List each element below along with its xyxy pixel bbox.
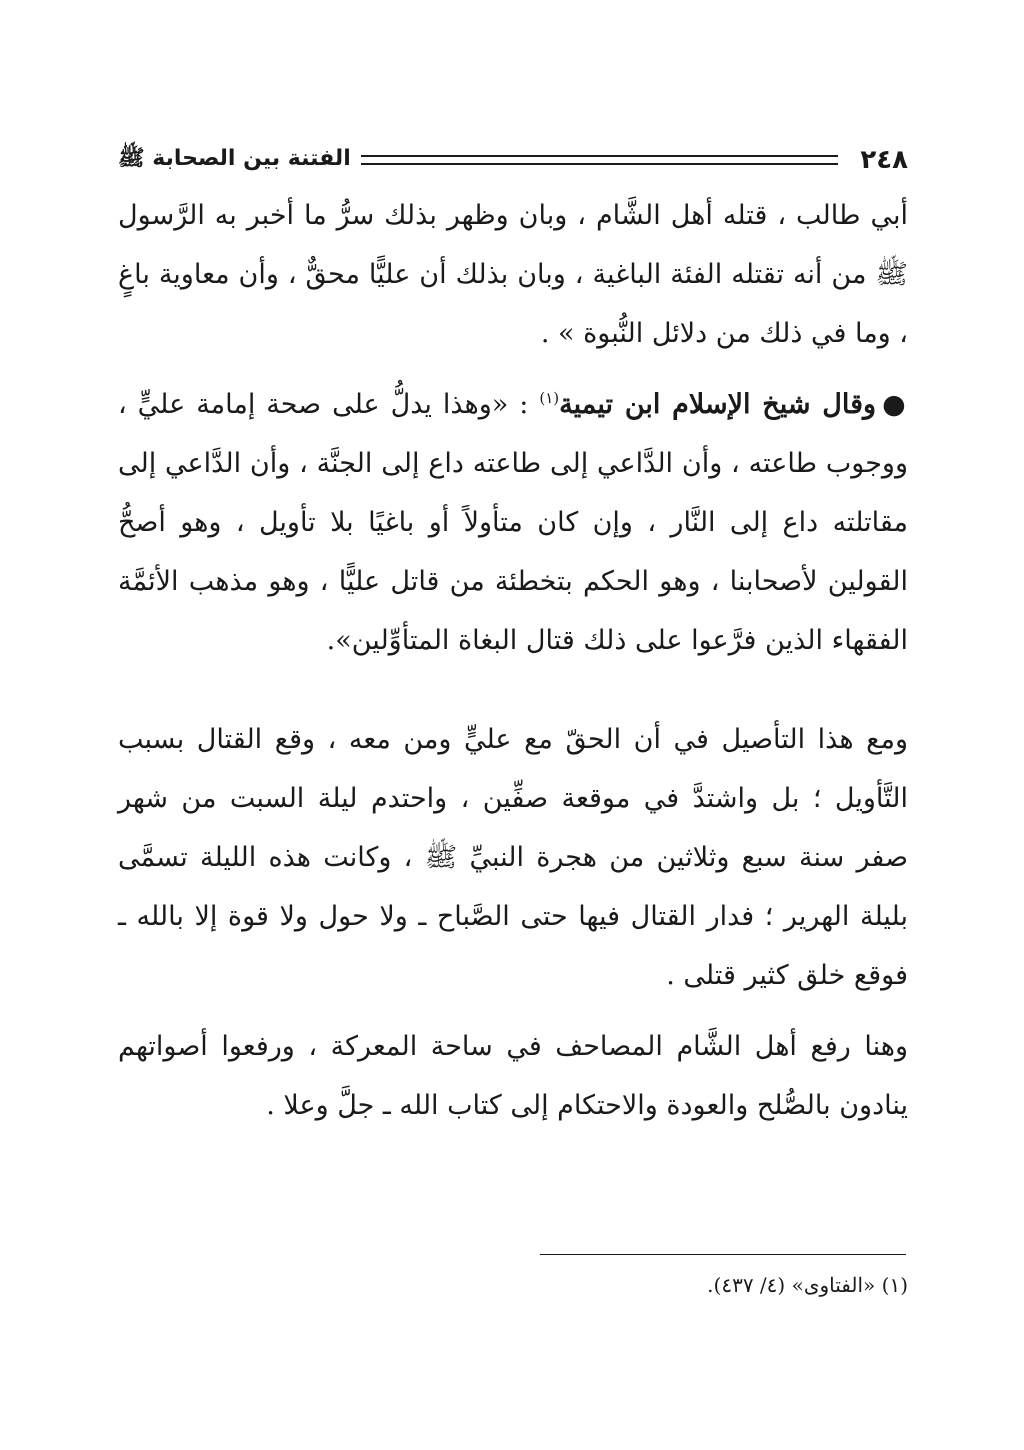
footnote-reference[interactable]: (١) — [539, 389, 560, 407]
page-header — [118, 140, 908, 180]
paragraph-1: أبي طالب ، قتله أهل الشَّام ، وبان وظهر بذلك سرُّ ما أخبر به الرَّسول ﷺ من أنه تقتله الفئة الباغية ، وبان بذلك أن عليًّا محقٌّ ، وأن معاوية باغٍ ، وما في ذلك من دلائل النُّبوة » . — [118, 200, 908, 349]
paragraph-2 — [118, 375, 908, 670]
quote-text: : «وهذا يدلُّ على صحة إمامة عليٍّ ، ووجوب طاعته ، وأن الدَّاعي إلى طاعته داع إلى الجنَّة ، وأن الدَّاعي إلى مقاتلته داع إلى النَّار ، وإن كان متأولاً أو باغيًا بلا تأويل ، وهو أصحُّ القولين لأصحابنا ، وهو الحكم بتخطئة من قاتل عليًّا ، وهو مذهب الأئمَّة الفقهاء الذين فرَّعوا على ذلك قتال البغاة المتأوِّلين». — [118, 389, 908, 656]
running-title: الفتنة بين الصحابة ﷺ — [118, 146, 351, 171]
header-rule — [361, 155, 839, 165]
paragraph-3: ومع هذا التأصيل في أن الحقّ مع عليٍّ ومن معه ، وقع القتال بسبب التَّأويل ؛ بل واشتدَّ في موقعة صفِّين ، واحتدم ليلة السبت من شهر صفر سنة سبع وثلاثين من هجرة النبيِّ ﷺ ، وكانت هذه الليلة تسمَّى بليلة الهرير ؛ فدار القتال فيها حتى الصَّباح ـ ولا حول ولا قوة إلا بالله ـ فوقع خلق كثير قتلى . — [118, 724, 908, 991]
page-number: ٢٤٨ — [860, 145, 908, 175]
body-text — [118, 186, 908, 1135]
footnote: (١) «الفتاوى» (٤/ ٤٣٧). — [707, 1273, 908, 1297]
footnote-divider — [540, 1254, 906, 1255]
quote-speaker: وقال شيخ الإسلام ابن تيمية — [559, 389, 877, 420]
bullet-icon: ● — [882, 389, 909, 420]
paragraph-4: وهنا رفع أهل الشَّام المصاحف في ساحة المعركة ، ورفعوا أصواتهم ينادون بالصُّلح والعودة والاحتكام إلى كتاب الله ـ جلَّ وعلا . — [118, 1031, 908, 1121]
